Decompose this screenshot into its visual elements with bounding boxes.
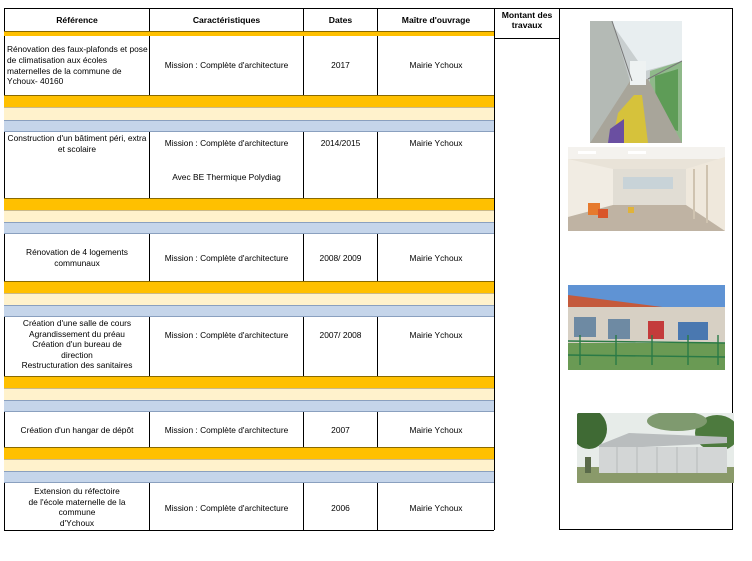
row-6-reference-line: de l'école maternelle de la xyxy=(28,496,126,507)
row-5-date: 2007 xyxy=(331,424,350,435)
row-4-reference-line: Création d'un bureau de xyxy=(32,339,122,350)
band-orange xyxy=(4,198,494,210)
school-building-photo xyxy=(568,285,725,370)
band-orange xyxy=(4,447,494,459)
school-corridor-photo xyxy=(590,21,682,143)
row-1-date: 2017 xyxy=(331,60,350,71)
band-cream xyxy=(4,293,494,305)
row-5-reference: Création d'un hangar de dépôt xyxy=(20,424,134,435)
row-6-reference-line: commune xyxy=(58,507,96,518)
row-6-reference xyxy=(5,486,149,530)
header-reference: Référence xyxy=(56,14,98,25)
classroom-photo xyxy=(568,147,725,231)
band-orange xyxy=(4,281,494,293)
band-orange xyxy=(4,95,494,107)
row-3-date: 2008/ 2009 xyxy=(319,252,362,263)
row-4-reference-line: Restructuration des sanitaires xyxy=(21,360,133,371)
header-montant: Montant des travaux xyxy=(501,10,553,30)
row-4-date: 2007/ 2008 xyxy=(319,329,362,340)
montant-header-line xyxy=(494,38,559,39)
header-maitre: Maître d'ouvrage xyxy=(401,14,471,25)
row-4-mission: Mission : Complète d'architecture xyxy=(164,329,289,340)
row-1-maitre: Mairie Ychoux xyxy=(409,60,463,71)
row-6-reference-line: Extension du réfectoire xyxy=(34,486,120,496)
col-divider-4 xyxy=(494,8,495,530)
band-orange xyxy=(4,376,494,388)
row-4-reference-line: direction xyxy=(61,349,93,360)
row-2-date: 2014/2015 xyxy=(320,137,361,148)
band-cream xyxy=(4,459,494,471)
row-5-mission: Mission : Complète d'architecture xyxy=(164,424,289,435)
band-blue xyxy=(4,471,494,483)
header-dates: Dates xyxy=(328,14,353,25)
band-cream xyxy=(4,107,494,120)
row-5-maitre: Mairie Ychoux xyxy=(409,424,463,435)
row-4-reference xyxy=(5,318,149,376)
row-2-mission: Mission : Complète d'architecture xyxy=(164,137,289,148)
band-blue xyxy=(4,222,494,234)
row-6-maitre: Mairie Ychoux xyxy=(409,502,463,513)
hangar-photo xyxy=(577,413,734,483)
band-blue xyxy=(4,400,494,412)
row-6-reference-line: d'Ychoux xyxy=(59,517,95,528)
band-cream xyxy=(4,210,494,222)
row-1-reference: Rénovation des faux-plafonds et pose de climatisation aux écoles maternelles de la commune de Ychoux- 40160 xyxy=(7,44,148,87)
row-1-mission: Mission : Complète d'architecture xyxy=(164,60,289,71)
row-3-maitre: Mairie Ychoux xyxy=(409,252,463,263)
row-4-reference-line: Création d'une salle de cours xyxy=(22,318,132,328)
row-4-maitre: Mairie Ychoux xyxy=(409,329,463,340)
row-3-reference: Rénovation de 4 logements communaux xyxy=(26,247,128,268)
header-caracteristiques: Caractéristiques xyxy=(192,14,261,25)
band-blue xyxy=(4,120,494,132)
row-3-mission: Mission : Complète d'architecture xyxy=(164,252,289,263)
row-4-reference-line: Agrandissement du préau xyxy=(29,328,125,339)
row-6-mission: Mission : Complète d'architecture xyxy=(164,502,289,513)
row-2-reference: Construction d'un bâtiment péri, extra et scolaire xyxy=(7,133,147,154)
band-blue xyxy=(4,305,494,317)
row-2-maitre: Mairie Ychoux xyxy=(409,137,463,148)
band-cream xyxy=(4,388,494,400)
row-2-extra: Avec BE Thermique Polydiag xyxy=(172,171,281,182)
row-6-date: 2006 xyxy=(331,502,350,513)
table-bottom-border xyxy=(4,530,494,531)
